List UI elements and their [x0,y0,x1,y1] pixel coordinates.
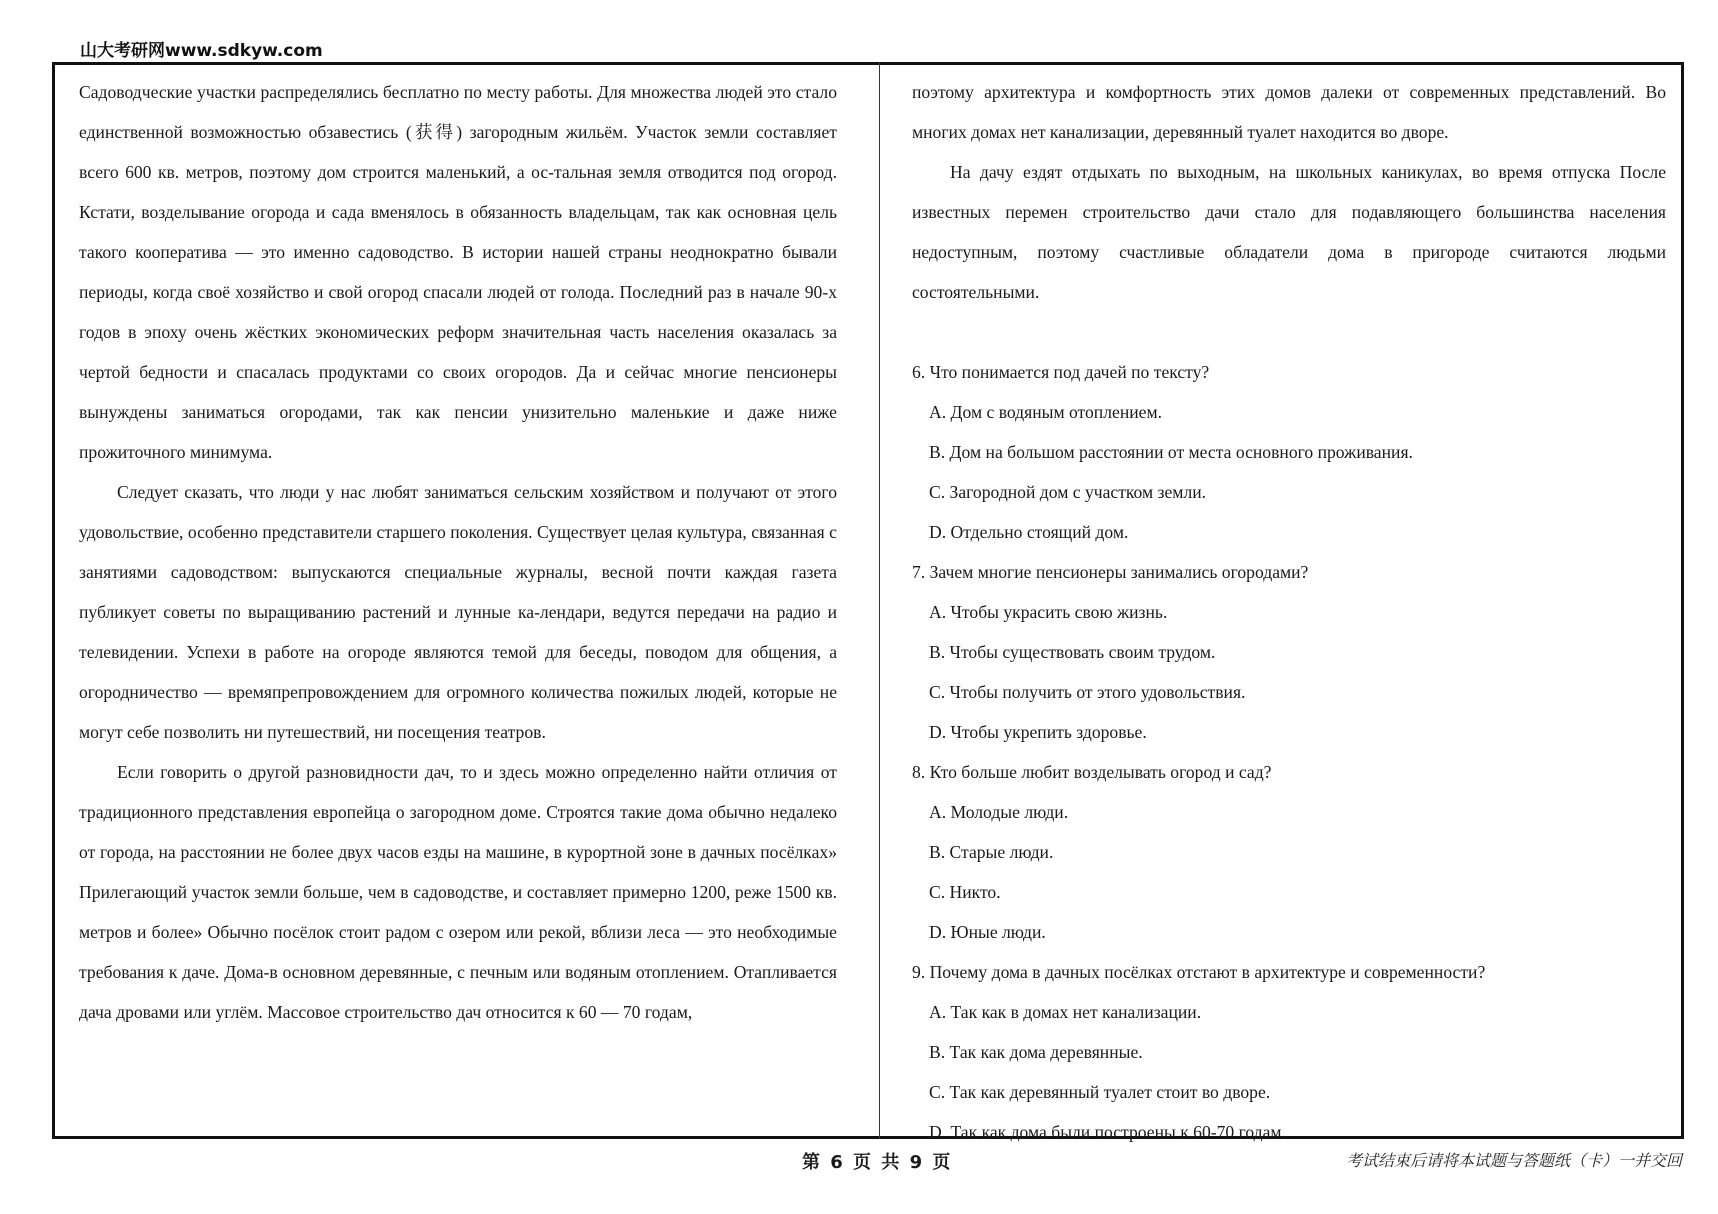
paragraph: Следует сказать, что люди у нас любят заниматься сельским хозяйством и получают от этого удовольствие, особенно представители старшего поколения. Существует целая культура, связанная с занятиями садоводством: выпускаются специальные журналы, весной почти каждая газета публикует советы по выращиванию растений и лунные ка-лендари, ведутся передачи на радио и телевидении. Успехи в работе на огороде являются темой для беседы, поводом для общения, а огородничество — времяпрепровождением для огромного количества пожилых людей, которые не могут себе позволить ни путешествий, ни посещения театров. [79,482,837,742]
page-number: 第 6 页 共 9 页 [802,1152,951,1173]
paragraph: Если говорить о другой разновидности дач, то и здесь можно определенно найти отличия от традиционного представления европейца о загородном доме. Строятся такие дома обычно недалеко от города, на расстоянии не более двух часов езды на машине, в курортной зоне в дачных посёлках» Прилегающий участок земли больше, чем в садоводстве, и составляет примерно 1200, реже 1500 кв. метров и более» Обычно посёлок стоит радом с озером или рекой, вблизи леса — это необходимые требования к даче. Дома-в основном деревянные, с печным или водяным отоплением. Отапливается дача дровами или углём. Массовое строительство дач относится к 60 — 70 годам, [79,762,837,1022]
option-a: A. Чтобы украсить свою жизнь. [929,602,1168,622]
question-text: 7. Зачем многие пенсионеры занимались огородами? [912,562,1309,582]
option-d: D. Так как дома были построены к 60-70 годам. [929,1122,1286,1142]
left-column [79,72,837,1032]
option-c: C. Никто. [929,882,1001,902]
option-b: B. Старые люди. [929,842,1054,862]
question-9 [912,952,1666,1152]
option-b: B. Дом на большом расстоянии от места основного проживания. [929,442,1413,462]
option-d: D. Чтобы укрепить здоровье. [929,722,1147,742]
option-c: C. Чтобы получить от этого удовольствия. [929,682,1246,702]
right-column [912,72,1666,1152]
option-d: D. Юные люди. [929,922,1046,942]
option-d: D. Отдельно стоящий дом. [929,522,1129,542]
column-divider [879,62,880,1139]
paragraph: поэтому архитектура и комфортность этих домов далеки от современных представлений. Во многих домах нет канализации, деревянный туалет находится во дворе. [912,82,1666,142]
option-b: B. Так как дома деревянные. [929,1042,1143,1062]
question-text: 6. Что понимается под дачей по тексту? [912,362,1210,382]
option-b: B. Чтобы существовать своим трудом. [929,642,1216,662]
option-c: C. Загородной дом с участком земли. [929,482,1207,502]
paragraph: Садоводческие участки распределялись бесплатно по месту работы. Для множества людей это стало единственной возможностью обзавестись (获得) загородным жильём. Участок земли составляет всего 600 кв. метров, поэтому дом строится маленький, а ос-тальная земля отводится под огород. Кстати, возделывание огорода и сада вменялось в обязанность владельцам, так как основная цель такого кооператива — это именно садоводство. В истории нашей страны неоднократно бывали периоды, когда своё хозяйство и свой огород спасали людей от голода. Последний раз в начале 90-х годов в эпоху очень жёстких экономических реформ значительная часть населения оказалась за чертой бедности и спасалась продуктами со своих огородов. Да и сейчас многие пенсионеры вынуждены заниматься огородами, так как пенсии унизительно маленькие и даже ниже прожиточного минимума. [79,82,837,462]
option-a: A. Молодые люди. [929,802,1069,822]
question-text: 9. Почему дома в дачных посёлках отстают в архитектуре и современности? [912,962,1486,982]
option-c: C. Так как деревянный туалет стоит во дворе. [929,1082,1271,1102]
option-a: A. Так как в домах нет канализации. [929,1002,1202,1022]
question-6 [912,352,1666,552]
option-a: A. Дом с водяным отоплением. [929,402,1162,422]
paragraph: На дачу ездят отдыхать по выходным, на школьных каникулах, во время отпуска После известных перемен строительство дачи стало для подавляющего большинства населения недоступным, поэтому счастливые обладатели дома в пригороде считаются людьми состоятельными. [912,162,1666,302]
spacer [912,312,1666,352]
footer-note: 考试结束后请将本试题与答题纸（卡）一并交回 [1345,1151,1682,1170]
site-header: 山大考研网www.sdkyw.com [80,41,323,61]
question-text: 8. Кто больше любит возделывать огород и сад? [912,762,1272,782]
question-8 [912,752,1666,952]
question-7 [912,552,1666,752]
